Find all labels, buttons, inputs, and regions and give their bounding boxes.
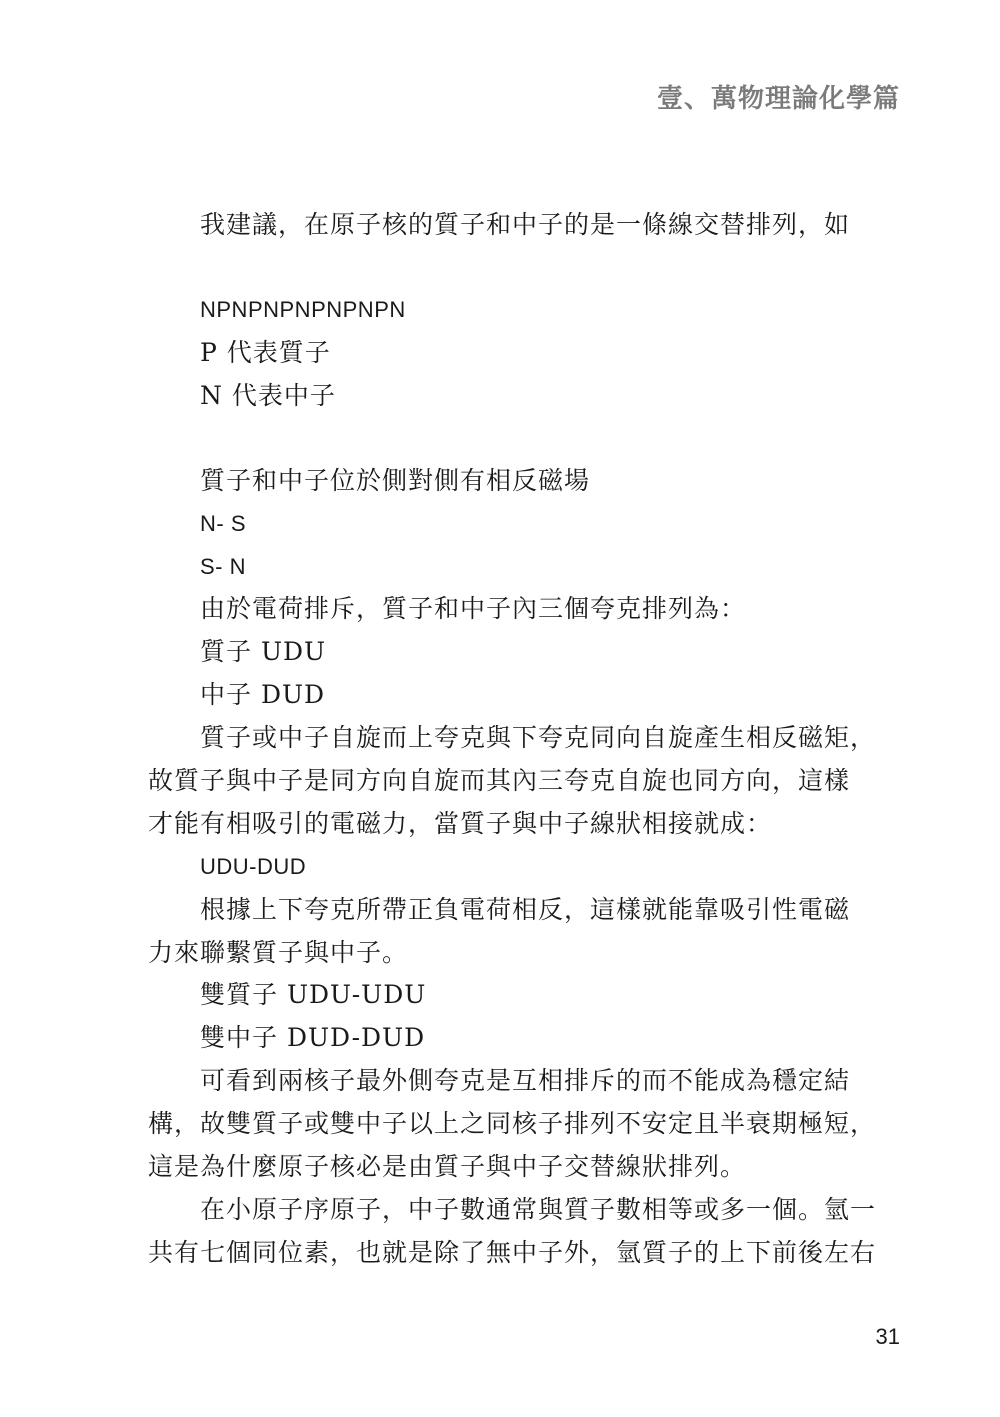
- paragraph-line: N 代表中子: [200, 381, 336, 410]
- paragraph-line: 這是為什麼原子核必是由質子與中子交替線狀排列。: [148, 1152, 747, 1181]
- paragraph-line: 質子 UDU: [200, 637, 327, 666]
- running-header: 壹、萬物理論化學篇: [656, 84, 900, 114]
- paragraph-line: 質子或中子自旋而上夸克與下夸克同向自旋產生相反磁矩，: [200, 723, 877, 752]
- paragraph-line: 故質子與中子是同方向自旋而其內三夸克自旋也同方向，這樣: [148, 766, 851, 795]
- paragraph-line: P 代表質子: [200, 338, 331, 367]
- paragraph-line: 雙中子 DUD-DUD: [200, 1023, 426, 1052]
- paragraph-line: 才能有相吸引的電磁力，當質子與中子線狀相接就成：: [148, 809, 773, 838]
- paragraph-line: 中子 DUD: [200, 680, 326, 709]
- paragraph-line: 共有七個同位素，也就是除了無中子外，氫質子的上下前後左右: [148, 1238, 877, 1267]
- paragraph-line: N- S: [200, 511, 246, 536]
- paragraph-line: 我建議，在原子核的質子和中子的是一條線交替排列，如: [200, 210, 851, 239]
- paragraph-line: S- N: [200, 554, 246, 579]
- paragraph-line: NPNPNPNPNPNPN: [200, 297, 406, 322]
- paragraph-line: 根據上下夸克所帶正負電荷相反，這樣就能靠吸引性電磁: [200, 895, 851, 924]
- paragraph-line: 雙質子 UDU-UDU: [200, 980, 427, 1009]
- page-number: 31: [875, 1324, 900, 1349]
- paragraph-line: UDU-DUD: [200, 854, 307, 879]
- paragraph-line: 由於電荷排斥，質子和中子內三個夸克排列為：: [200, 594, 747, 623]
- paragraph-line: 可看到兩核子最外側夸克是互相排斥的而不能成為穩定結: [200, 1066, 851, 1095]
- paragraph-line: 力來聯繫質子與中子。: [148, 938, 409, 967]
- paragraph-line: 在小原子序原子，中子數通常與質子數相等或多一個。氫一: [200, 1195, 877, 1224]
- paragraph-line: 質子和中子位於側對側有相反磁場: [200, 466, 591, 495]
- paragraph-line: 構，故雙質子或雙中子以上之同核子排列不安定且半衰期極短，: [148, 1109, 877, 1138]
